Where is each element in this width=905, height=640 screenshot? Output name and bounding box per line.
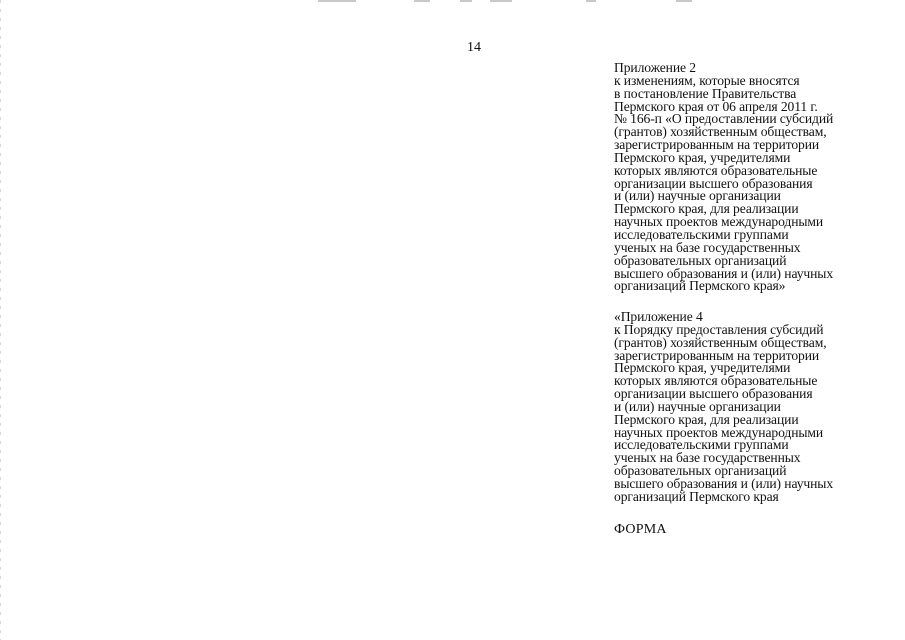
text-line: ученых на базе государственных: [614, 239, 801, 255]
text-line: (грантов) хозяйственным обществам,: [614, 124, 827, 140]
text-line: высшего образования и (или) научных: [614, 475, 834, 491]
text-line: Пермского края, учредителями: [614, 149, 791, 165]
text-line: № 166-п «О предоставлении субсидий: [614, 111, 834, 127]
text-line: исследовательскими группами: [614, 437, 789, 453]
text-line: к Порядку предоставления субсидий: [614, 321, 824, 337]
text-line: организации высшего образования: [614, 386, 813, 402]
text-line: научных проектов международными: [614, 424, 824, 440]
text-line: образовательных организаций: [614, 252, 787, 268]
text-line: высшего образования и (или) научных: [614, 265, 834, 281]
text-line: научных проектов международными: [614, 214, 824, 230]
scan-artifact: [460, 0, 472, 2]
text-line: зарегистрированным на территории: [614, 137, 820, 153]
scan-artifact: [318, 0, 356, 2]
text-line: и (или) научные организации: [614, 398, 781, 414]
text-line: Пермского края, учредителями: [614, 360, 791, 376]
text-line: организаций Пермского края»: [614, 278, 786, 294]
text-line: организации высшего образования: [614, 175, 813, 191]
text-line: к изменениям, которые вносятся: [614, 72, 800, 88]
text-line: и (или) научные организации: [614, 188, 781, 204]
scan-edge-artifact: [0, 0, 1, 640]
text-line: которых являются образовательные: [614, 373, 818, 389]
form-title: ФОРМА: [614, 522, 667, 537]
text-line: образовательных организаций: [614, 463, 787, 479]
text-line: в постановление Правительства: [614, 85, 797, 101]
text-line: ученых на базе государственных: [614, 450, 801, 466]
text-line: организаций Пермского края: [614, 488, 779, 504]
text-line: (грантов) хозяйственным обществам,: [614, 334, 827, 350]
text-line: Пермского края от 06 апреля 2011 г.: [614, 98, 818, 114]
scan-artifact: [586, 0, 596, 2]
text-line: «Приложение 4: [614, 309, 703, 324]
scan-artifact: [676, 0, 692, 2]
page-number: 14: [467, 40, 481, 55]
text-line: Пермского края, для реализации: [614, 201, 799, 217]
appendix-header-block: [614, 62, 884, 293]
text-line: исследовательскими группами: [614, 226, 789, 242]
text-line: которых являются образовательные: [614, 162, 818, 178]
text-line: зарегистрированным на территории: [614, 347, 820, 363]
text-line: Приложение 2: [614, 60, 696, 75]
scan-artifact: [414, 0, 430, 2]
scan-artifact: [490, 0, 512, 2]
text-line: Пермского края, для реализации: [614, 411, 799, 427]
procedure-appendix-block: [614, 311, 884, 504]
